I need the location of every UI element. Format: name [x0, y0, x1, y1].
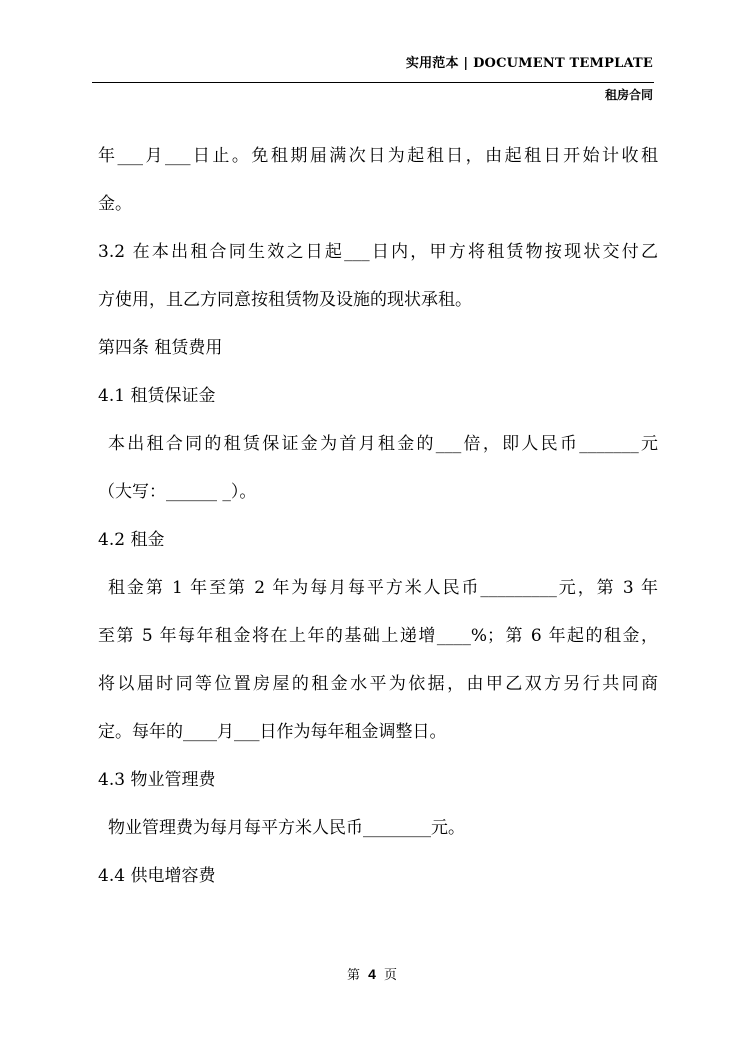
body-line: 至第 5 年每年租金将在上年的基础上递增____%；第 6 年起的租金，	[98, 626, 658, 646]
body-line: 物业管理费为每月每平方米人民币________元。	[108, 818, 465, 838]
page-number-prefix: 第	[346, 968, 360, 983]
clause-heading: 4.4 供电增容费	[98, 866, 216, 886]
header-divider	[92, 82, 654, 83]
header-document-title: 租房合同	[604, 88, 653, 102]
body-line: 租金第 1 年至第 2 年为每月每平方米人民币_________元，第 3 年	[108, 578, 658, 598]
document-body	[98, 132, 658, 900]
section-heading: 第四条 租赁费用	[98, 338, 223, 358]
body-line: 本出租合同的租赁保证金为首月租金的___倍，即人民币_______元	[108, 434, 658, 454]
body-line: 将以届时同等位置房屋的租金水平为依据，由甲乙双方另行共同商	[98, 674, 658, 694]
body-line: 方使用，且乙方同意按租赁物及设施的现状承租。	[98, 290, 472, 310]
header-template-label: 实用范本 | DOCUMENT TEMPLATE	[405, 56, 653, 71]
body-line: 3.2 在本出租合同生效之日起___日内，甲方将租赁物按现状交付乙	[98, 242, 658, 262]
body-line: 年___月___日止。免租期届满次日为起租日，由起租日开始计收租	[98, 146, 658, 166]
clause-heading: 4.2 租金	[98, 530, 165, 550]
page-number-suffix: 页	[384, 968, 398, 983]
body-line: 定。每年的____月___日作为每年租金调整日。	[98, 722, 447, 742]
page-footer	[0, 964, 744, 983]
clause-heading: 4.3 物业管理费	[98, 770, 216, 790]
page-number: 4	[368, 966, 376, 982]
page-header	[0, 0, 744, 110]
clause-heading: 4.1 租赁保证金	[98, 386, 216, 406]
body-line: （大写：______ _）。	[98, 482, 257, 502]
body-line: 金。	[98, 194, 132, 214]
